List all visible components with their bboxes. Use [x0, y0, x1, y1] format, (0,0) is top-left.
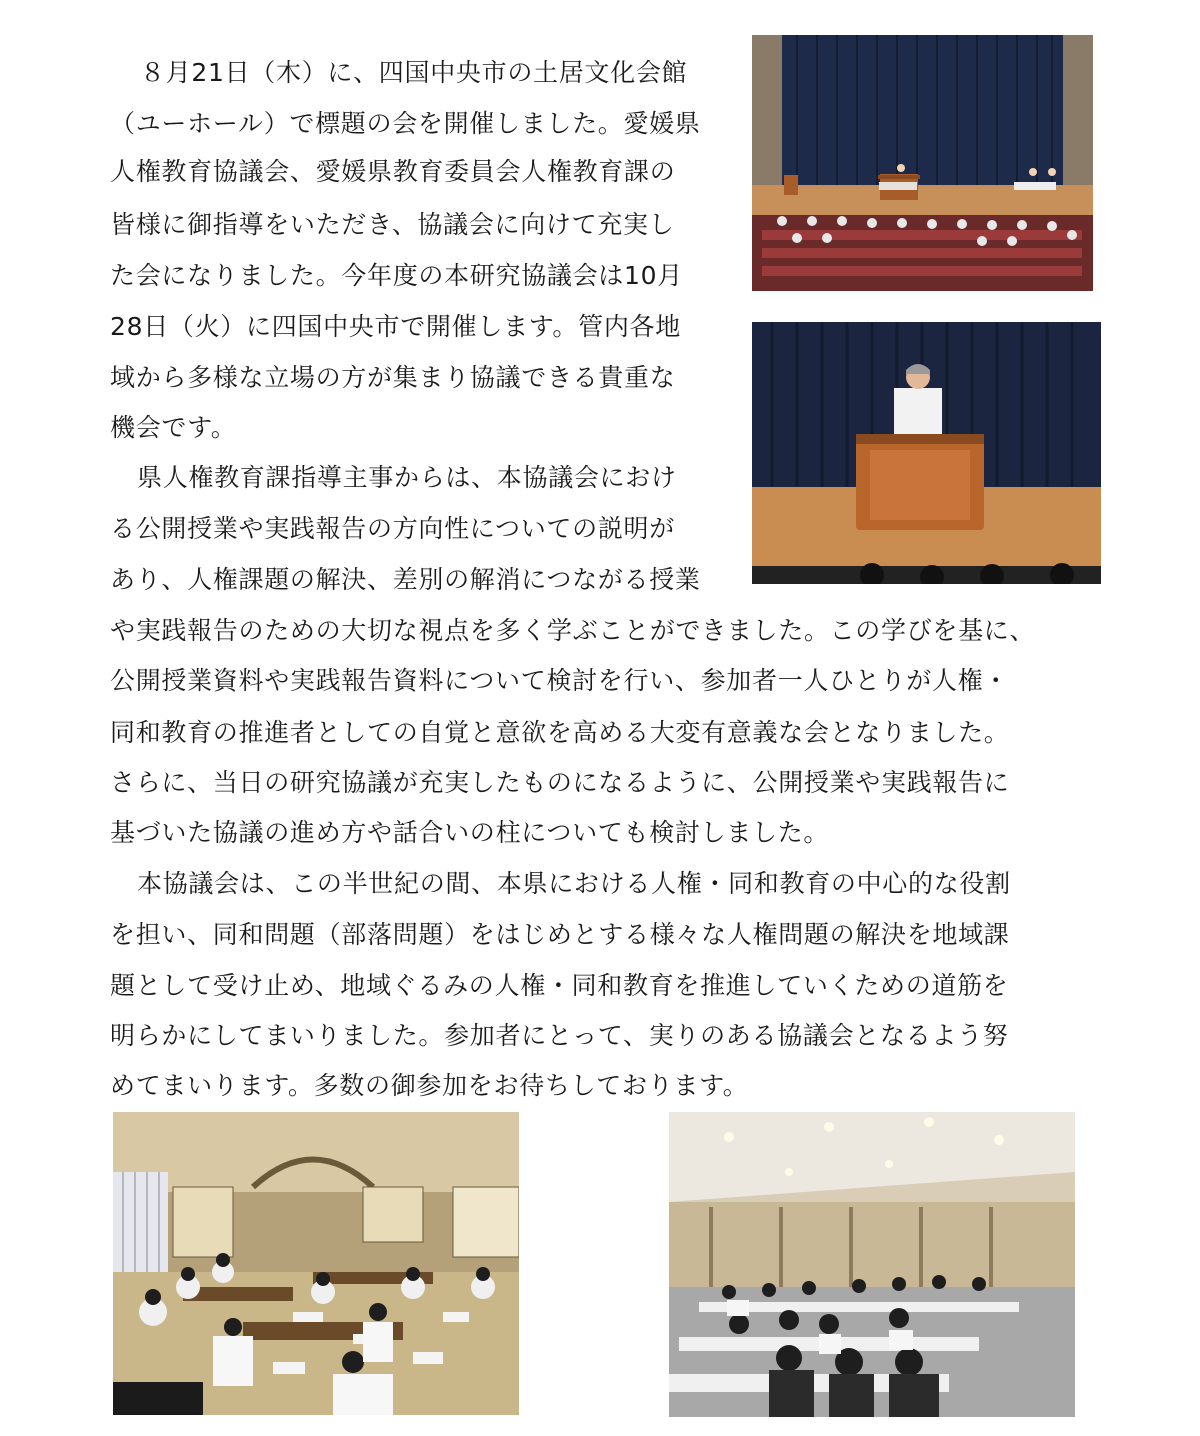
- text-line: や実践報告のための大切な視点を多く学ぶことができました。この学びを基に、: [110, 616, 1036, 645]
- text-line: めてまいります。多数の御参加をお待ちしております。: [110, 1071, 749, 1100]
- text-line: 県人権教育課指導主事からは、本協議会におけ: [137, 463, 677, 492]
- text-line: 域から多様な立場の方が集まり協議できる貴重な: [110, 363, 676, 392]
- text-line: 本協議会は、この半世紀の間、本県における人権・同和教育の中心的な役割: [137, 869, 1011, 898]
- text-line: 皆様に御指導をいただき、協議会に向けて充実し: [110, 210, 675, 239]
- text-line: ８月21日（木）に、四国中央市の土居文化会館: [140, 58, 688, 87]
- hall-stage-photo: [752, 35, 1093, 291]
- text-line: を担い、同和問題（部落問題）をはじめとする様々な人権問題の解決を地域課: [110, 920, 1010, 949]
- text-line: 機会です。: [110, 413, 237, 442]
- text-line: 題として受け止め、地域ぐるみの人権・同和教育を推進していくための道筋を: [110, 971, 1009, 1000]
- text-line: あり、人権課題の解決、差別の解消につながる授業: [110, 565, 701, 594]
- text-line: 人権教育協議会、愛媛県教育委員会人権教育課の: [110, 157, 676, 186]
- speaker-podium-photo: [752, 322, 1101, 584]
- text-line: 明らかにしてまいりました。参加者にとって、実りのある協議会となるよう努: [110, 1021, 1009, 1050]
- text-line: 公開授業資料や実践報告資料について検討を行い、参加者一人ひとりが人権・: [110, 666, 1010, 695]
- text-line: 28日（火）に四国中央市で開催します。管内各地: [110, 312, 681, 341]
- text-line: 同和教育の推進者としての自覚と意欲を高める大変有意義な会となりました。: [110, 718, 1010, 747]
- text-line: た会になりました。今年度の本研究協議会は10月: [110, 261, 683, 290]
- tatami-room-group-photo: [113, 1112, 519, 1415]
- text-line: る公開授業や実践報告の方向性についての説明が: [110, 514, 675, 543]
- conference-room-group-photo: [669, 1112, 1075, 1417]
- text-line: 基づいた協議の進め方や話合いの柱についても検討しました。: [110, 818, 830, 847]
- text-line: さらに、当日の研究協議が充実したものになるように、公開授業や実践報告に: [110, 768, 1010, 797]
- text-line: （ユーホール）で標題の会を開催しました。愛媛県: [110, 109, 701, 138]
